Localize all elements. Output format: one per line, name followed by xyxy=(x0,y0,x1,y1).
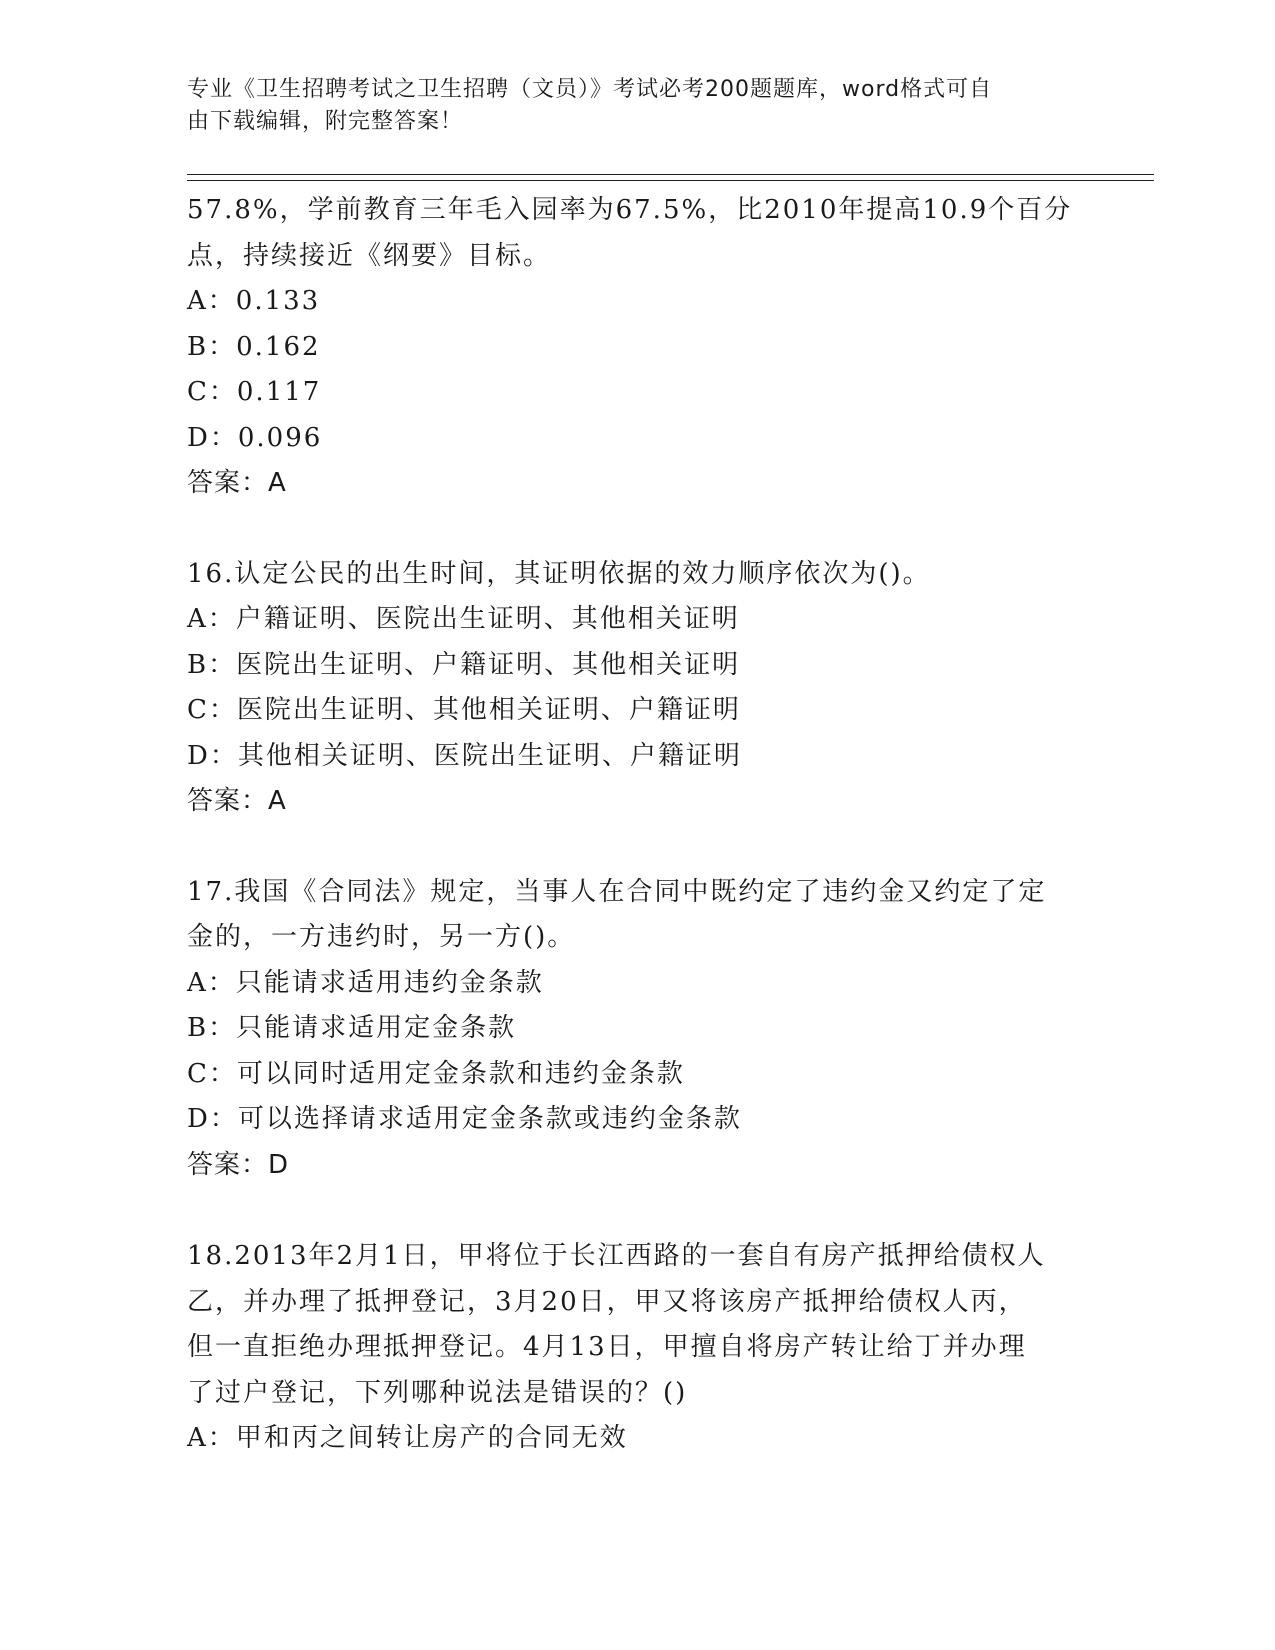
spacer xyxy=(187,825,1087,870)
option-c: C：可以同时适用定金条款和违约金条款 xyxy=(187,1058,685,1089)
header-line-2: 由下载编辑，附完整答案！ xyxy=(187,109,464,134)
question-18 xyxy=(187,1234,1087,1462)
question-text-line: 16.认定公民的出生时间，其证明依据的效力顺序依次为()。 xyxy=(187,558,931,589)
header-divider-top xyxy=(187,174,1154,175)
option-c: C：0.117 xyxy=(187,377,322,407)
option-b: B：医院出生证明、户籍证明、其他相关证明 xyxy=(187,649,741,680)
option-d: D：0.096 xyxy=(187,422,323,453)
option-c: C：医院出生证明、其他相关证明、户籍证明 xyxy=(187,695,741,725)
question-text-line: 但一直拒绝办理抵押登记。4月13日，甲擅自将房产转让给丁并办理 xyxy=(187,1332,1027,1362)
question-text-line: 17.我国《合同法》规定，当事人在合同中既约定了违约金又约定了定 xyxy=(187,876,1047,907)
option-a: A：只能请求适用违约金条款 xyxy=(187,967,544,998)
question-text-line: 了过户登记，下列哪种说法是错误的？() xyxy=(187,1377,688,1408)
option-a: A：甲和丙之间转让房产的合同无效 xyxy=(187,1423,628,1453)
option-d: D：可以选择请求适用定金条款或违约金条款 xyxy=(187,1104,742,1134)
answer-line: 答案：A xyxy=(187,468,287,498)
option-a: A：0.133 xyxy=(187,286,321,316)
question-16 xyxy=(187,552,1087,825)
question-text-line: 乙，并办理了抵押登记，3月20日，甲又将该房产抵押给债权人丙， xyxy=(187,1286,1027,1317)
answer-line: 答案：D xyxy=(187,1149,290,1180)
question-list xyxy=(187,188,1087,1462)
question-17 xyxy=(187,870,1087,1189)
header-divider-bottom xyxy=(187,180,1154,181)
question-text-line: 57.8%，学前教育三年毛入园率为67.5%，比2010年提高10.9个百分 xyxy=(187,195,1073,225)
spacer xyxy=(187,1188,1087,1234)
option-d: D：其他相关证明、医院出生证明、户籍证明 xyxy=(187,740,742,771)
header-line-1: 专业《卫生招聘考试之卫生招聘（文员）》考试必考200题题库，word格式可自 xyxy=(187,77,993,102)
option-b: B：只能请求适用定金条款 xyxy=(187,1013,517,1043)
document-header xyxy=(187,74,1067,138)
question-text-line: 点，持续接近《纲要》目标。 xyxy=(187,240,552,271)
answer-line: 答案：A xyxy=(187,786,287,816)
question-text-line: 18.2013年2月1日，甲将位于长江西路的一套自有房产抵押给债权人 xyxy=(187,1241,1046,1271)
option-a: A：户籍证明、医院出生证明、其他相关证明 xyxy=(187,604,740,634)
question-continued xyxy=(187,188,1087,507)
question-text-line: 金的，一方违约时，另一方()。 xyxy=(187,922,576,952)
spacer xyxy=(187,507,1087,552)
option-b: B：0.162 xyxy=(187,331,321,362)
